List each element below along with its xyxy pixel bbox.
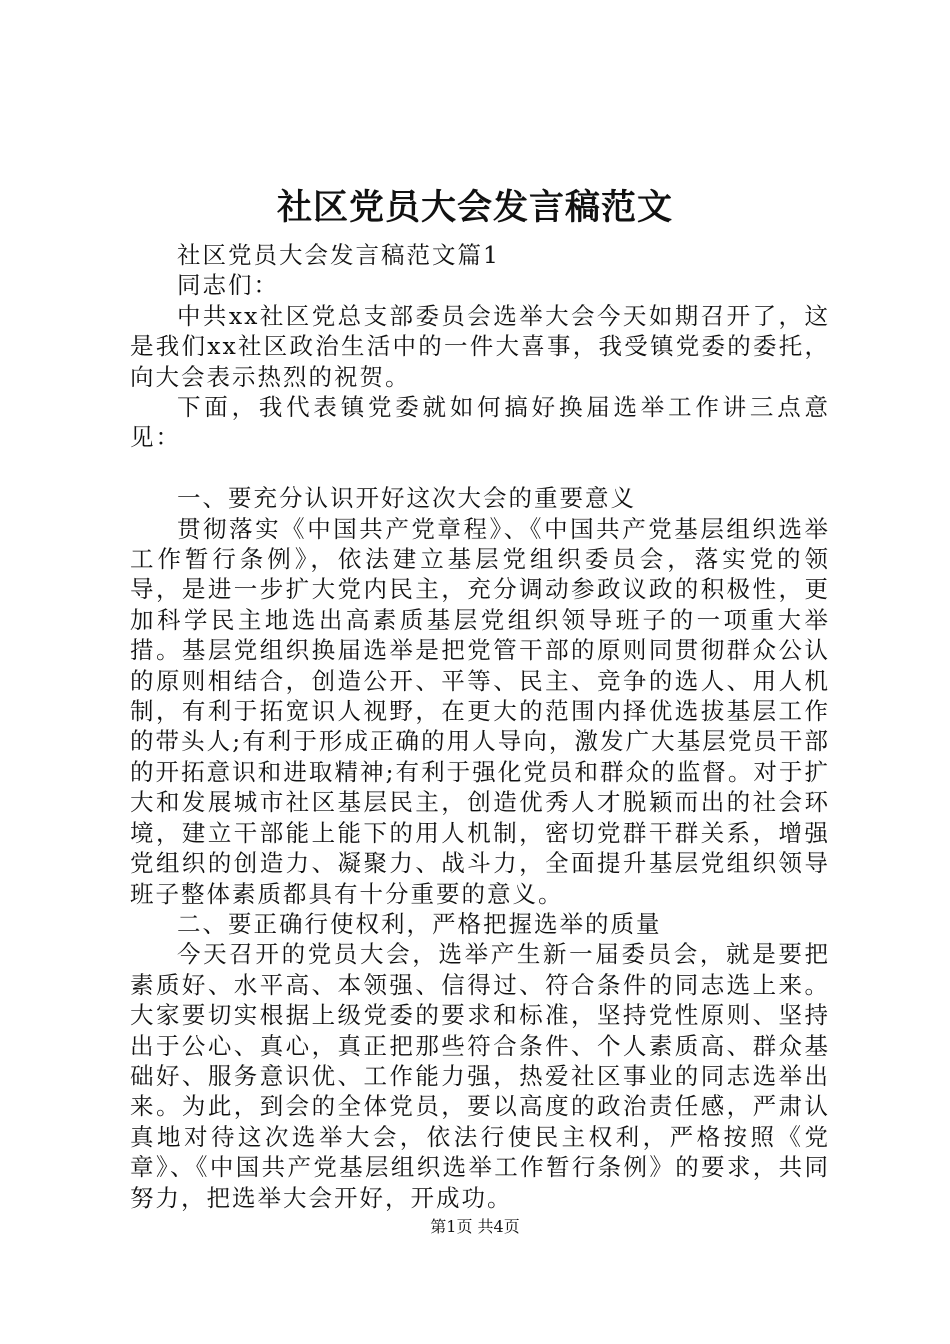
document-body [130,240,830,1213]
paragraph-salutation: 同志们： [177,271,279,300]
paragraph-subtitle: 社区党员大会发言稿范文篇1 [177,241,500,269]
section-heading-2: 二、要正确行使权利，严格把握选举的质量 [177,909,662,938]
paragraph-section-1: 贯彻落实《中国共产党章程》、《中国共产党基层组织选举工作暂行条例》，依法建立基层党组织委员会，落实党的领导，是进一步扩大党内民主，充分调动参政议政的积极性，更加科学民主地选出高素质基层党组织领导班子的一项重大举措。基层党组织换届选举是把党管干部的原则同贯彻群众公认的原则相结合，创造公开、平等、民主、竞争的选人、用人机制，有利于拓宽识人视野，在更大的范围内择优选拔基层工作的带头人;有利于形成正确的用人导向，激发广大基层党员干部的开拓意识和进取精神;有利于强化党员和群众的监督。对于扩大和发展城市社区基层民主，创造优秀人才脱颖而出的社会环境，建立干部能上能下的用人机制，密切党群干群关系，增强党组织的创造力、凝聚力、战斗力，全面提升基层党组织领导班子整体素质都具有十分重要的意义。 [130,514,830,908]
paragraph-intro: 下面，我代表镇党委就如何搞好换届选举工作讲三点意见： [130,393,830,452]
document-title: 社区党员大会发言稿范文 [276,187,673,228]
paragraph-section-2: 今天召开的党员大会，选举产生新一届委员会，就是要把素质好、水平高、本领强、信得过、符合条件的同志选上来。大家要切实根据上级党委的要求和标准，坚持党性原则、坚持出于公心、真心，真正把那些符合条件、个人素质高、群众基础好、服务意识优、工作能力强，热爱社区事业的同志选举出来。为此，到会的全体党员，要以高度的政治责任感，严肃认真地对待这次选举大会，依法行使民主权利，严格按照《党章》、《中国共产党基层组织选举工作暂行条例》的要求，共同努力，把选举大会开好，开成功。 [130,940,830,1212]
page-number: 第1页 共4页 [430,1217,520,1236]
paragraph-opening: 中共xx社区党总支部委员会选举大会今天如期召开了，这是我们xx社区政治生活中的一件大喜事，我受镇党委的委托，向大会表示热烈的祝贺。 [130,301,830,391]
section-heading-1: 一、要充分认识开好这次大会的重要意义 [177,484,636,513]
